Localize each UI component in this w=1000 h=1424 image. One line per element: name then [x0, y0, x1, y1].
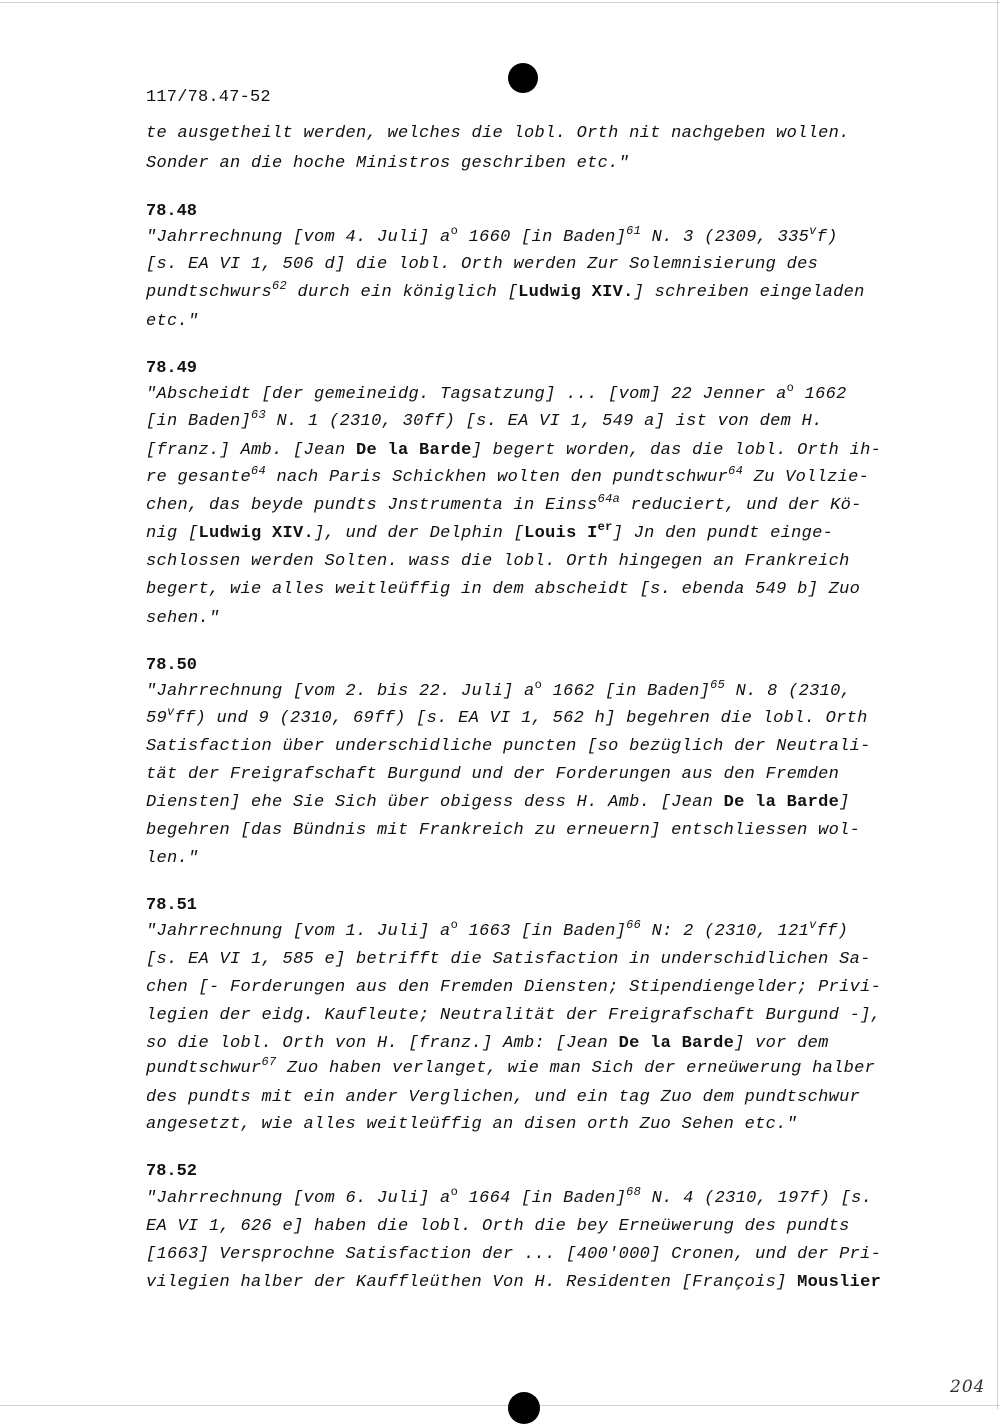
s49-line-5: chen, das beyde pundts Jnstrumenta in Einss$^{64a}$ reduciert, und der Kö- — [146, 492, 862, 515]
s51-line-2: [s. EA VI 1, 585 e] betrifft die Satisfaction in underschidlichen Sa- — [146, 950, 871, 969]
section-heading-78-52: 78.52 — [146, 1162, 198, 1181]
s52-line-1: "Jahrrechnung [vom 6. Juli] $a^o$ 1664 [in Baden]$^{68}$ N. 4 (2310, 197f) [s. — [146, 1185, 873, 1208]
s48-line-4: etc." — [146, 312, 199, 331]
s51-line-7: des pundts mit ein ander Verglichen, und ein tag Zuo dem pundtschwur — [146, 1088, 861, 1107]
s49-line-3: [franz.] Amb. [Jean De la Barde] begert worden, das die lobl. Orth ih- — [146, 441, 882, 460]
s52-line-4: vilegien halber der Kauffleüthen Von H. Residenten [François] Mouslier — [146, 1273, 882, 1292]
scan-border-right — [997, 0, 998, 1409]
s50-line-4: tät der Freigrafschaft Burgund und der Forderungen aus den Fremden — [146, 765, 840, 784]
intro-line-2: Sonder an die hoche Ministros geschriben etc." — [146, 154, 630, 173]
s51-line-1: "Jahrrechnung [vom 1. Juli] $a^o$ 1663 [in Baden]$^{66}$ N: 2 (2310, 121$^v$ff) — [146, 918, 849, 941]
intro-line-1: te ausgetheilt werden, welches die lobl. Orth nit nachgeben wollen. — [146, 124, 850, 143]
s49-line-4: re gesante$^{64}$ nach Paris Schickhen wolten den pundtschwur$^{64}$ Zu Vollzie- — [146, 464, 870, 487]
s50-line-2: 59$^v$ff) und 9 (2310, 69ff) [s. EA VI 1, 562 h] begehren die lobl. Orth — [146, 705, 868, 728]
s52-line-3: [1663] Versprochne Satisfaction der ... [400'000] Cronen, und der Pri- — [146, 1245, 882, 1264]
punch-hole-top — [508, 63, 538, 93]
page-reference: 117/78.47-52 — [146, 88, 271, 107]
s50-line-1: "Jahrrechnung [vom 2. bis 22. Juli] $a^o$ 1662 [in Baden]$^{65}$ N. 8 (2310, — [146, 678, 852, 701]
s49-line-8: begert, wie alles weitleüffig in dem abscheidt [s. ebenda 549 b] Zuo — [146, 580, 861, 599]
s50-line-7: len." — [146, 849, 199, 868]
s48-line-1: "Jahrrechnung [vom 4. Juli] $a^o$ 1660 [in Baden]$^{61}$ N. 3 (2309, 335$^v$f) — [146, 224, 838, 247]
section-heading-78-48: 78.48 — [146, 202, 198, 221]
s48-line-2: [s. EA VI 1, 506 d] die lobl. Orth werden Zur Solemnisierung des — [146, 255, 819, 274]
s50-line-5: Diensten] ehe Sie Sich über obigess dess H. Amb. [Jean De la Barde] — [146, 793, 850, 812]
s51-line-4: legien der eidg. Kaufleute; Neutralität der Freigrafschaft Burgund -], — [146, 1006, 882, 1025]
section-heading-78-49: 78.49 — [146, 359, 198, 378]
s51-line-5: so die lobl. Orth von H. [franz.] Amb: [Jean De la Barde] vor dem — [146, 1034, 829, 1053]
s49-line-2: [in Baden]$^{63}$ N. 1 (2310, 30ff) [s. EA VI 1, 549 a] ist von dem H. — [146, 408, 823, 431]
s50-line-3: Satisfaction über underschidliche puncten [so bezüglich der Neutrali- — [146, 737, 871, 756]
s48-line-3: pundtschwurs$^{62}$ durch ein königlich [Ludwig XIV.] schreiben eingeladen — [146, 279, 865, 302]
scan-border-top — [0, 2, 1000, 3]
s49-line-7: schlossen werden Solten. wass die lobl. Orth hingegen an Frankreich — [146, 552, 850, 571]
s51-line-6: pundtschwur$^{67}$ Zuo haben verlanget, wie man Sich der erneüwerung halber — [146, 1055, 876, 1078]
s49-line-9: sehen." — [146, 609, 220, 628]
scan-border-bottom — [0, 1405, 1000, 1406]
s51-line-8: angesetzt, wie alles weitleüffig an disen orth Zuo Sehen etc." — [146, 1115, 798, 1134]
section-heading-78-50: 78.50 — [146, 656, 198, 675]
section-heading-78-51: 78.51 — [146, 896, 198, 915]
punch-hole-bottom — [508, 1392, 540, 1424]
s49-line-1: "Abscheidt [der gemeineidg. Tagsatzung] ... [vom] 22 Jenner $a^o$ 1662 — [146, 381, 847, 404]
s50-line-6: begehren [das Bündnis mit Frankreich zu erneuern] entschliessen wol- — [146, 821, 861, 840]
s52-line-2: EA VI 1, 626 e] haben die lobl. Orth die bey Erneüwerung des pundts — [146, 1217, 850, 1236]
handwritten-page-number: 204 — [950, 1377, 986, 1397]
s51-line-3: chen [- Forderungen aus den Fremden Diensten; Stipendiengelder; Privi- — [146, 978, 882, 997]
s49-line-6: nig [Ludwig XIV.], und der Delphin [Louis Ier] Jn den pundt einge- — [146, 520, 834, 543]
